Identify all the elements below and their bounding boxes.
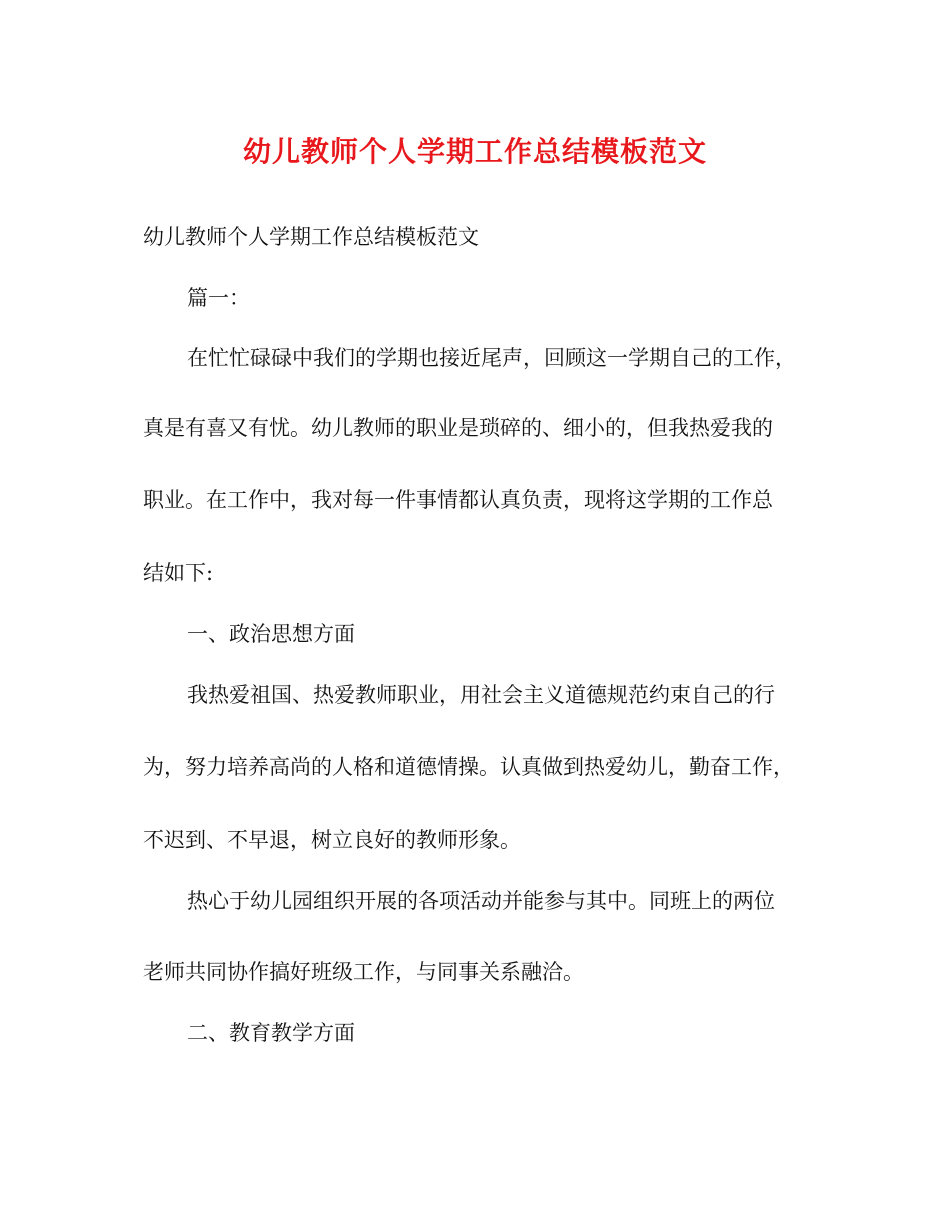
- paragraph-line: 结如下:: [143, 561, 214, 585]
- paragraph-line: 我热爱祖国、热爱教师职业，用社会主义道德规范约束自己的行: [187, 683, 775, 707]
- section-heading: 一、政治思想方面: [187, 622, 355, 646]
- paragraph-line: 不迟到、不早退，树立良好的教师形象。: [143, 828, 521, 852]
- paragraph-line: 为，努力培养高尚的人格和道德情操。认真做到热爱幼儿，勤奋工作，: [143, 755, 794, 779]
- paragraph-line: 热心于幼儿园组织开展的各项活动并能参与其中。同班上的两位: [187, 889, 775, 913]
- subtitle-line: 幼儿教师个人学期工作总结模板范文: [143, 225, 479, 249]
- section-heading: 二、教育教学方面: [187, 1021, 355, 1045]
- paragraph-line: 在忙忙碌碌中我们的学期也接近尾声，回顾这一学期自己的工作，: [187, 346, 796, 370]
- paragraph-line: 真是有喜又有忧。幼儿教师的职业是琐碎的、细小的，但我热爱我的: [143, 416, 773, 440]
- section-label: 篇一：: [187, 286, 250, 310]
- paragraph-line: 老师共同协作搞好班级工作，与同事关系融洽。: [143, 960, 584, 984]
- document-title: 幼儿教师个人学期工作总结模板范文: [242, 135, 707, 168]
- paragraph-line: 职业。在工作中，我对每一件事情都认真负责，现将这学期的工作总: [143, 488, 773, 512]
